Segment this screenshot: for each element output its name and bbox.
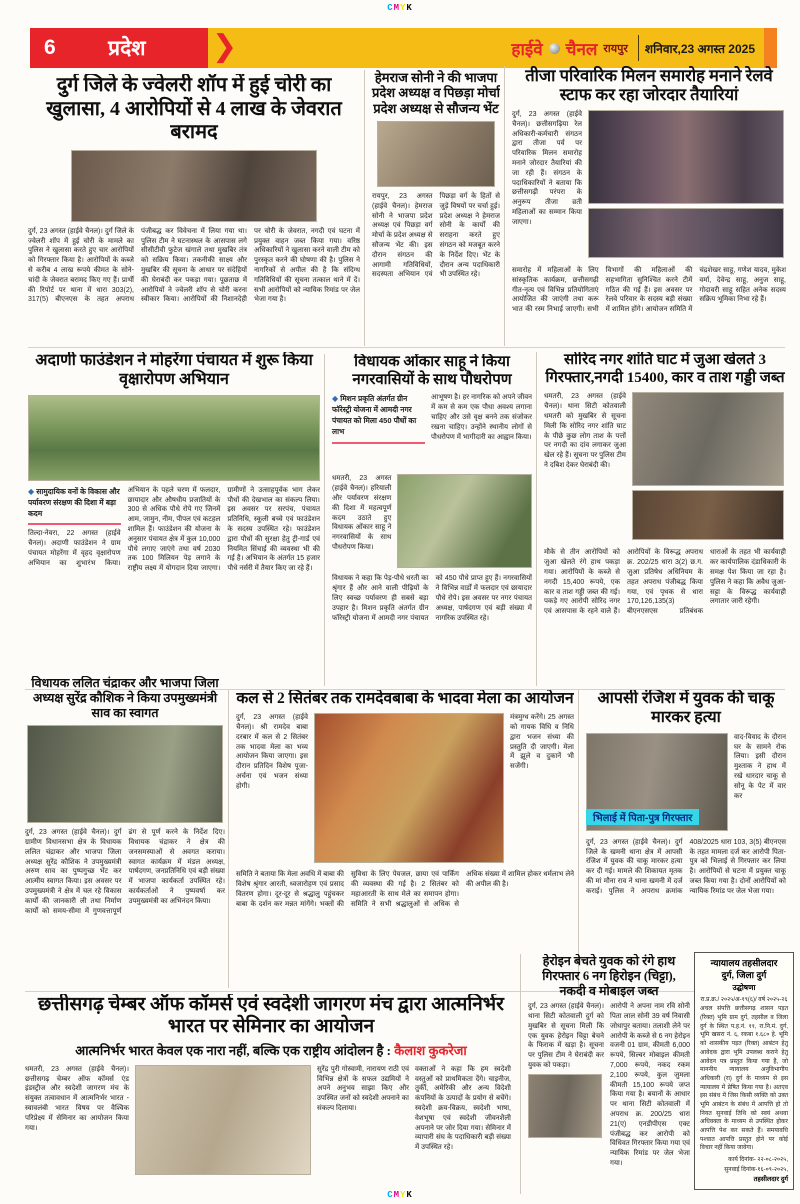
article-headline: विधायक ओंकार साहू ने किया नगरवासियों के साथ पौधरोपण [352,354,512,388]
article-body: विधायक ने कहा कि पेड़-पौधे धरती का श्रृंगार हैं और आने वाली पीढ़ियों के लिए स्वच्छ पर्यावरण ही सबसे बड़ा उपहार है। मिशन प्रकृति अंतर्गत ग्रीन फॉरेस्ट्री योजना में आमदी नगर पंचायत को 450 पौधे प्राप्त हुए हैं। नगरवासियों ने विभिन्न वार्डों में फलदार एवं छायादार पौधे रोपे। इस अवसर पर नगर पंचायत अध्यक्ष, पार्षदगण एवं बड़ी संख्या में नागरिक उपस्थित रहे। [332,575,532,622]
article-heroin-arrest [520,954,690,1194]
railway-staff-group-photo-2 [588,208,784,258]
article-body-column: आरोपी ने अपना नाम रवि सोनी पिता लाल सोनी 39 वर्ष निवासी जोधापुर बताया। तलाशी लेने पर आरोपी के कब्जे से 6 नग हेरोइन वजनी 01 ग्राम, कीमती 6,000 रूपये, सिल्वर मोबाइल कीमती 7,000 रूपये, नकद रकम 2,100 रूपये, कुल जुमला कीमती 15,100 रूपये जप्त किया गया है। बयानों के आधार पर थाना सिटी कोतवाली में अपराध क्र. 200/25 धारा 21(ए) एनडीपीएस एक्ट पंजीबद्ध कर आरोपी को विधिवत गिरफ्तार किया गया एवं न्यायिक रिमांड पर जेल भेजा गया। [610,1003,690,1167]
cmyk-k: K [406,3,413,13]
article-gambling-arrest [536,352,786,686]
article-body-column: मंत्रमुग्ध करेंगे। 25 अगस्त को गायक विधि व निधि द्वारा भजन संध्या की प्रस्तुति दी जाएगी। मेला में झूले व दुकानें भी सजेंगी। [510,714,574,771]
article-onkar-plantation [324,354,532,686]
subhead-text: आत्मनिर्भर भारत केवल एक नारा नहीं, बल्कि एक राष्ट्रीय आंदोलन है : [75,1042,395,1058]
court-hearing-date: सुनवाई दिनांक-१६-०९-२०२५, [724,1167,788,1174]
article-headline: हेमराज सोनी ने की भाजपा प्रदेश अध्यक्ष व पिछड़ा मोर्चा प्रदेश अध्यक्ष से सौजन्य भेंट [372,70,500,116]
seized-cards-cash-photo [632,490,784,540]
article-bhadwa-mela [228,690,574,988]
article-body: दुर्ग, 23 अगस्त (हाईवे चैनल)। दुर्ग जिले के ज्वेलरी शॉप में हुई चोरी के मामले का पुलिस ने खुलासा करते हुए चार आरोपियों को गिरफ्तार किया है। आरोपियों के कब्जे से करीब 4 लाख रूपये कीमत के सोने-चांदी के जेवरात बरामद किए गए हैं। प्रार्थी की रिपोर्ट पर थाना में धारा 303(2), 317(5) बीएनएस के तहत अपराध पंजीबद्ध कर विवेचना में लिया गया था। पुलिस टीम ने घटनास्थल के आसपास लगे सीसीटीवी फुटेज खंगाले तथा मुखबिर तंत्र को सक्रिय किया। तकनीकी साक्ष्य और मुखबिर की सूचना के आधार पर संदेहियों की घेराबंदी कर पकड़ा गया। पूछताछ में आरोपियों ने ज्वेलरी शॉप से चोरी करना स्वीकार किया। आरोपियों की निशानदेही पर चोरी के जेवरात, नगदी एवं घटना में प्रयुक्त वाहन जब्त किया गया। वरिष्ठ अधिकारियों ने खुलासा करने वाली टीम को पुरस्कृत करने की घोषणा की है। पुलिस ने नागरिकों से अपील की है कि संदिग्ध गतिविधियों की सूचना तत्काल थाने में दें। सभी आरोपियों को न्यायिक रिमांड पर जेल भेजा गया है। [28,227,360,304]
article-subhead [25,1041,517,1059]
article-headline: छत्तीसगढ़ चेम्बर ऑफ कॉमर्स एवं स्वदेशी जागरण मंच द्वारा आत्मनिर्भर भारत पर सेमिनार का आयोजन [38,994,504,1038]
article-body-column: दुर्ग, 23 अगस्त (हाईवे चैनल)। थाना सिटी कोतवाली दुर्ग को मुखबिर से सूचना मिली कि एक युवक हेरोइन चिट्टा बेचने के फिराक में खड़ा है। सूचना पर पुलिस टीम ने घेराबंदी कर युवक को पकड़ा। [528,1003,604,1070]
chevron-right-icon: ❯ [212,30,238,63]
masthead-part2: चैनल [565,39,598,59]
article-headline: सोरिद नगर शांति घाट में जुआ खेलते 3 गिरफ्तार,नगदी 15400, कार व ताश गड्डी जब्त [545,352,785,386]
header-divider [638,35,639,61]
plantation-field-photo [28,395,320,481]
section-banner [30,28,208,68]
header-orange-block [764,28,777,68]
masthead-group [511,28,755,68]
railway-staff-group-photo [588,110,784,204]
cmyk-c: C [387,1190,394,1200]
article-body-column: दुर्ग, 23 अगस्त (हाईवे चैनल)। छत्तीसगढ़िया रेल अधिकारी-कर्मचारी संगठन द्वारा तीजा पर्व पर परिवारिक मिलन समारोह मनाने जोरदार तैयारियां की जा रही हैं। संगठन के पदाधिकारियों ने बताया कि छत्तीसगढ़ी परंपरा के अनुरूप तीजा व्रती महिलाओं का सम्मान किया जाएगा। [512,110,582,226]
section-title: प्रदेश [108,37,146,60]
article-adani-plantation [28,352,320,686]
court-title-line2: दुर्ग, जिला दुर्ग [721,969,767,980]
article-knife-murder [578,690,786,988]
article-hemraj-soni [364,70,500,346]
article-headline: कल से 2 सितंबर तक रामदेवबाबा के भादवा मेला का आयोजन [236,690,574,707]
court-notice [694,952,794,1192]
article-body-column: आभूषण है। हर नागरिक को अपने जीवन में कम से कम एक पौधा अवश्य लगाना चाहिए और उसे वृक्ष बनने तक संजोकर रखना चाहिए। उन्होंने स्थानीय लोगों से पौधरोपण में भागीदारी का आह्वान किया। [431,394,532,441]
article-body-column: धमतरी, 23 अगस्त (हाईवे चैनल)। हरियाली और पर्यावरण संरक्षण की दिशा में महत्वपूर्ण कदम उठाते हुए विधायक ओंकार साहू ने नगरवासियों के साथ पौधरोपण किया। [332,475,392,551]
court-issue-date: कार्य दिनांक- २२-०८-२०२५, [728,1157,788,1164]
article-body: दुर्ग, 23 अगस्त (हाईवे चैनल)। दुर्ग ग्रामीण विधानसभा क्षेत्र के विधायक ललित चंद्राकर और भाजपा जिला अध्यक्ष सुरेंद्र कौशिक ने उपमुख्यमंत्री अरुण साव का पुष्पगुच्छ भेंट कर आत्मीय स्वागत किया। इस अवसर पर उपमुख्यमंत्री ने क्षेत्र में चल रहे विकास कार्यों की जानकारी ली तथा निर्माण कार्यों को समय-सीमा में गुणवत्तापूर्ण ढंग से पूर्ण करने के निर्देश दिए। विधायक चंद्राकर ने क्षेत्र की जनसमस्याओं से अवगत कराया। स्वागत कार्यक्रम में मंडल अध्यक्ष, पार्षदगण, जनप्रतिनिधि एवं बड़ी संख्या में भाजपा कार्यकर्ता उपस्थित रहे। कार्यकर्ताओं ने पुष्पवर्षा कर उपमुख्यमंत्री का अभिनंदन किया। [25,829,225,915]
highlight-text: सामुदायिक वनों के विकास और पर्यावरण संरक्षण की दिशा में बड़ा कदम [28,486,120,518]
court-case-ref: रा.प्र.क्र./ २०२५/अ-१९(६)/ वर्ष २०२५-२६ [700,997,788,1004]
article-jewelry-theft [28,74,360,346]
court-subtitle: उद्घोषणा [732,983,756,993]
cmyk-m: M [393,3,400,13]
article-body: दुर्ग, 23 अगस्त (हाईवे चैनल)। दुर्ग जिले के खमनी थाना क्षेत्र में आपसी रंजिश में युवक की चाकू मारकर हत्या कर दी गई। मामले की शिकायत मृतक की मां मौना राव ने थाना खमनी में दर्ज कराई। पुलिस ने अपराध क्रमांक 408/2025 धारा 103, 3(5) बीएनएस के तहत मामला दर्ज कर आरोपी पिता-पुत्र को भिलाई से गिरफ्तार कर लिया है। आरोपियों से घटना में प्रयुक्त चाकू जब्त किया गया है। दोनों आरोपियों को न्यायिक रिमांड पर जेल भेजा गया। [586,838,786,895]
cmyk-y: Y [400,3,407,13]
edition-date: शनिवार,23 अगस्त 2025 [644,41,755,56]
article-chamber-seminar [25,994,517,1192]
article-body-column: धमतरी, 23 अगस्त (हाईवे चैनल)। थाना सिटी कोतवाली धमतरी को मुखबिर से सूचना मिली कि सोरिद नगर शांति घाट के पीछे कुछ लोग ताश के पत्तों पर नगदी का दांव लगाकर जुआ खेल रहे हैं। सूचना पर पुलिस टीम ने दबिश देकर घेराबंदी की। [544,393,626,469]
article-headline: अदाणी फाउंडेशन ने मोहरेंगा पंचायत में शुरू किया वृक्षारोपण अभियान [35,352,313,388]
cmyk-mark-top [0,3,800,13]
subhead-speaker-name: कैलाश कुकरेजा [394,1042,467,1058]
courtesy-meeting-photo [377,121,495,187]
section-divider [28,347,785,348]
cmyk-m: M [393,1190,400,1200]
cmyk-c: C [387,3,394,13]
article-body: समारोह में महिलाओं के लिए सांस्कृतिक कार्यक्रम, छत्तीसगढ़ी गीत-नृत्य एवं विभिन्न प्रतियोगिताएं आयोजित की जाएंगी तथा करू भात की रस्म निभाई जाएगी। सभी विभागों की महिलाओं की सहभागिता सुनिश्चित करने टीमें गठित की गई हैं। इस अवसर पर रेलवे परिवार के सदस्य बड़ी संख्या में शामिल होंगे। आयोजन समिति में चंद्रशेखर साहू, गणेश यादव, मुकेश वर्मा, देवेन्द्र साहू, अनुज साहू, गोदावरी साहू सहित अनेक सदस्य सक्रिय भूमिका निभा रहे हैं। [512,266,786,314]
article-headline: आपसी रंजिश में युवक की चाकू मारकर हत्या [597,690,775,726]
police-recovery-photo [71,150,317,222]
article-deputy-cm-welcome [25,676,225,988]
edition-city: रायपुर [603,42,628,55]
article-body: समिति ने बताया कि मेला अवधि में बाबा की विशेष श्रृंगार आरती, ध्वजारोहण एवं प्रसाद वितरण होगा। दूर-दूर से श्रद्धालु पहुंचकर बाबा के दर्शन कर मन्नत मांगेंगे। भक्तों की सुविधा के लिए पेयजल, छाया एवं पार्किंग की व्यवस्था की गई है। 2 सितंबर को महाआरती के साथ मेले का समापन होगा। समिति ने सभी श्रद्धालुओं से अधिक से अधिक संख्या में शामिल होकर धर्मलाभ लेने की अपील की है। [236,871,574,908]
article-body-column: दुर्ग, 23 अगस्त (हाईवे चैनल)। श्री रामदेव बाबा दरबार में कल से 2 सितंबर तक भादवा मेला का भव्य आयोजन किया जाएगा। इस दौरान प्रतिदिन विशेष पूजा-अर्चना एवं भजन संध्या होगी। [236,714,308,790]
cmyk-mark-bottom [0,1190,800,1200]
welcome-crowd-photo [27,725,223,823]
page-header [30,28,777,68]
article-teeja-milan [504,66,786,346]
court-signature: तहसीलदार दुर्ग [753,1176,788,1184]
article-body-column: सुरेंद्र पुरी गोस्वामी, नारायण राठी एवं विभिन्न क्षेत्रों के सफल उद्यमियों ने अपने अनुभव साझा किए और उपस्थित जनों को स्वदेशी अपनाने का संकल्प दिलाया। [317,1065,409,1112]
seminar-hall-photo [135,1065,311,1175]
article-highlight [28,486,121,526]
photo-caption-band: भिलाई में पिता-पुत्र गिरफ्तार [586,809,699,825]
article-body-column: वाद-विवाद के दौरान घर के सामने रोक लिया। इसी दौरान मुश्ताक ने हाथ में रखे धारदार चाकू से सोनू के पेट में वार कर [734,733,786,800]
masthead-logo-icon [549,43,560,54]
highlight-text: मिशन प्रकृति अंतर्गत ग्रीन फॉरेस्ट्री योजना में आमदी नगर पंचायत को मिला 450 पौधों का लाभ [332,394,417,436]
arrested-gamblers-photo [632,392,784,486]
article-body-column: वक्ताओं ने कहा कि हम स्वदेशी वस्तुओं को प्राथमिकता देंगे। चाइनीज, तुर्की, अमेरिकी और अन्य विदेशी कंपनियों के उत्पादों के प्रयोग से बचेंगे। स्वदेशी क्रय-विक्रय, स्वदेशी भाषा, वेशभूषा एवं स्वदेशी जीवनशैली अपनाने पर जोर दिया गया। सेमिनार में व्यापारी संघ के पदाधिकारी बड़ी संख्या में उपस्थित रहे। [415,1065,511,1152]
article-headline: हेरोइन बेचते युवक को रंगे हाथ गिरफ्तार 6 नग हिरोइन (चिट्टा), नकदी व मोबाइल जब्त [542,954,676,998]
diamond-bullet-icon: ◆ [332,394,339,404]
article-body: मौके से तीन आरोपियों को जुआ खेलते रंगे हाथ पकड़ा गया। आरोपियों के कब्जे से नगदी 15,400 रूपये, एक कार व ताश गड्डी जब्त की गई। पकड़े गए आरोपी सोरिद नगर एवं आसपास के रहने वाले हैं। आरोपियों के विरूद्ध अपराध क्र. 202/25 धारा 3(2) छ.ग. जुआ प्रतिषेध अधिनियम के तहत अपराध पंजीबद्ध किया गया, एवं पृथक से धारा 170,126,135(3) बीएनएसएस प्रतिबंधक धाराओं के तहत भी कार्यवाही कर कार्यपालिक दंडाधिकारी के समक्ष पेश किया जा रहा है। पुलिस ने कहा कि अवैध जुआ-सट्टा के विरूद्ध कार्यवाही लगातार जारी रहेगी। [544,549,786,616]
masthead-part1: हाईवे [511,39,543,59]
temple-artwork-photo [314,713,504,863]
article-headline: दुर्ग जिले के ज्वेलरी शॉप में हुई चोरी का खुलासा, 4 आरोपियों से 4 लाख के जेवरात बरामद [46,74,342,144]
court-notice-body: अचल संपत्ति छत्तीसगढ़ शासन पड़त (रिक्त) भूमि ग्राम दुर्ग, तहसील व जिला दुर्ग के स्थित प.ह.नं. ११, रा.नि.मं. दुर्ग, भूमि खसरा नं. ६, रकबा १.६८० हे. भूमि को शासकीय पड़त (रिक्त) आबंटन हेतु आवेदक द्वारा भूमि उपलब्ध कराने हेतु आवेदन पत्र प्रस्तुत किया गया है, जो माननीय न्यायालय अनुविभागीय अधिकारी (रा) दुर्ग के माध्यम से इस न्यायालय में प्रेषित किया गया है। अतएव इस संबंध में जिस किसी व्यक्ति को उक्त भूमि आबंटन के संबंध में आपत्ति हो तो नियत सुनवाई तिथि को स्वयं अथवा अधिवक्ता के माध्यम से उपस्थित होकर आपत्ति पेश कर सकते हैं। समयावधि पश्चात आपत्ति प्रस्तुत होने पर कोई विचार नहीं किया जावेगा। [700,1006,788,1152]
article-body-wrap [28,486,320,684]
cmyk-k: K [406,1190,413,1200]
article-headline: तीजा परिवारिक मिलन समारोह मनाने रेलवे स्टाफ कर रहा जोरदार तैयारियां [525,66,773,105]
page-number: 6 [44,36,56,59]
diamond-bullet-icon: ◆ [28,486,35,496]
arrested-youth-photo [528,1074,602,1138]
court-title-line1: न्यायालय तहसीलदार [710,958,778,968]
article-body: तिल्दा-नेवरा, 22 अगस्त (हाईवे चैनल)। अदाणी फाउंडेशन ने ग्राम पंचायत मोहरेंगा में वृहद वृक्षारोपण अभियान का शुभारंभ किया। अभियान के पहले चरण में फलदार, छायादार और औषधीय प्रजातियों के 300 से अधिक पौधे रोपे गए जिनमें आम, जामुन, नीम, पीपल एवं कटहल शामिल हैं। फाउंडेशन की योजना के अनुसार पंचायत क्षेत्र में कुल 10,000 पौधे लगाए जाएंगे तथा वर्ष 2030 तक 100 मिलियन पेड़ लगाने के राष्ट्रीय लक्ष्य में योगदान दिया जाएगा। ग्रामीणों ने उत्साहपूर्वक भाग लेकर पौधों की देखभाल का संकल्प लिया। इस अवसर पर सरपंच, पंचायत प्रतिनिधि, स्कूली बच्चे एवं फाउंडेशन के सदस्य उपस्थित रहे। फाउंडेशन द्वारा पौधों की सुरक्षा हेतु ट्री-गार्ड एवं नियमित सिंचाई की व्यवस्था भी की गई है। अभियान के अंतर्गत 15 हजार पौधे नर्सरी में तैयार किए जा रहे हैं। [28,486,320,573]
cmyk-y: Y [400,1190,407,1200]
article-body: रायपुर, 23 अगस्त (हाईवे चैनल)। हेमराज सोनी ने भाजपा प्रदेश अध्यक्ष एवं पिछड़ा वर्ग मोर्चा के प्रदेश अध्यक्ष से सौजन्य भेंट की। इस दौरान संगठन की आगामी गतिविधियों, सदस्यता अभियान एवं पिछड़ा वर्ग के हितों से जुड़े विषयों पर चर्चा हुई। प्रदेश अध्यक्ष ने हेमराज सोनी के कार्यों की सराहना करते हुए संगठन को मजबूत करने के निर्देश दिए। भेंट के दौरान अन्य पदाधिकारी भी उपस्थित रहे। [372,192,500,279]
article-body-column: धमतरी, 23 अगस्त (हाईवे चैनल)। छत्तीसगढ़ चेम्बर ऑफ कॉमर्स एंड इंडस्ट्रीज और स्वदेशी जागरण मंच के संयुक्त तत्वावधान में आत्मनिर्भर भारत - स्वावलंबी भारत विषय पर वैश्विक परिप्रेक्ष्य में सेमिनार का आयोजन किया गया। [25,1065,129,1132]
article-highlight [332,393,425,444]
sapling-planting-photo [397,474,532,568]
article-headline: विधायक ललित चंद्राकर और भाजपा जिला अध्यक्ष सुरेंद्र कौशिक ने किया उपमुख्यमंत्री साव का स्वागत [31,676,219,720]
